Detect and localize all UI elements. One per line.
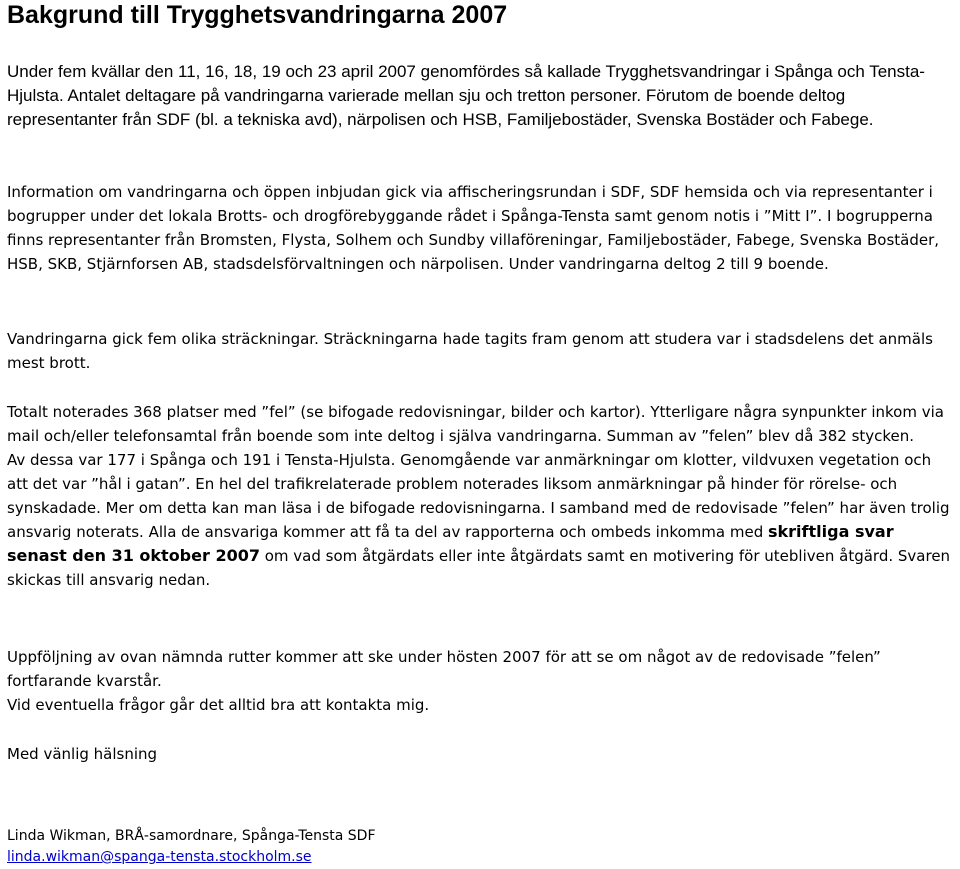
results-detail: Av dessa var 177 i Spånga och 191 i Tensta-Hjulsta. Genomgående var anmärkningar om klotter, vildvuxen vegetation och att det var ”hål i gatan”. En hel del trafikrelaterade problem noterades liksom anmärkningar på hinder för rörelse- och synskadade. Mer om detta kan man läsa i de bifogade redovisningarna. I samband med de redovisade ”felen” har även trolig ansvarig noterats. Alla de ansvariga kommer att få ta del av rapporterna och ombeds inkomma med xyxy=(7,451,950,541)
page-title: Bakgrund till Trygghetsvandringarna 2007 xyxy=(7,1,508,29)
signature-block xyxy=(7,826,376,868)
followup-text: Uppföljning av ovan nämnda rutter kommer att ske under hösten 2007 för att se om något av de redovisade ”felen” fortfarande kvarstår. xyxy=(7,648,881,690)
email-link[interactable]: linda.wikman@spanga-tensta.stockholm.se xyxy=(7,849,312,865)
paragraph-results xyxy=(7,400,953,592)
contact-text: Vid eventuella frågor går det alltid bra att kontakta mig. xyxy=(7,696,430,714)
signature-name: Linda Wikman, BRÅ-samordnare, Spånga-Tensta SDF xyxy=(7,828,376,844)
results-summary: Totalt noterades 368 platser med ”fel” (se bifogade redovisningar, bilder och kartor). Ytterligare några synpunkter inkom via mail och/eller telefonsamtal från boende som inte deltog i själva vandringarna. Summan av ”felen” blev då 382 stycken. xyxy=(7,403,944,445)
deadline-emphasis: skriftliga svar senast den 31 oktober 2007 xyxy=(7,522,894,565)
paragraph-information: Information om vandringarna och öppen inbjudan gick via affischeringsrundan i SDF, SDF hemsida och via representanter i bogrupper under det lokala Brotts- och drogförebyggande rådet i Spånga-Tensta samt genom notis i ”Mitt I”. I bogrupperna finns representanter från Bromsten, Flysta, Solhem och Sundby villaföreningar, Familjebostäder, Fabege, Svenska Bostäder, HSB, SKB, Stjärnforsen AB, stadsdelsförvaltningen och närpolisen. Under vandringarna deltog 2 till 9 boende. xyxy=(7,183,940,273)
closing-greeting: Med vänlig hälsning xyxy=(7,745,158,763)
paragraph-routes: Vandringarna gick fem olika sträckningar. Sträckningarna hade tagits fram genom att studera var i stadsdelens det anmäls mest brott. xyxy=(7,330,933,372)
results-end: om vad som åtgärdats eller inte åtgärdats samt en motivering för utebliven åtgärd. Svaren skickas till ansvarig nedan. xyxy=(7,547,951,589)
paragraph-followup xyxy=(7,645,953,717)
paragraph-intro: Under fem kvällar den 11, 16, 18, 19 och 23 april 2007 genomfördes så kallade Trygghetsvandringar i Spånga och Tensta-Hjulsta. Antalet deltagare på vandringarna varierade mellan sju och tretton personer. Förutom de boende deltog representanter från SDF (bl. a tekniska avd), närpolisen och HSB, Familjebostäder, Svenska Bostäder och Fabege. xyxy=(7,62,925,129)
